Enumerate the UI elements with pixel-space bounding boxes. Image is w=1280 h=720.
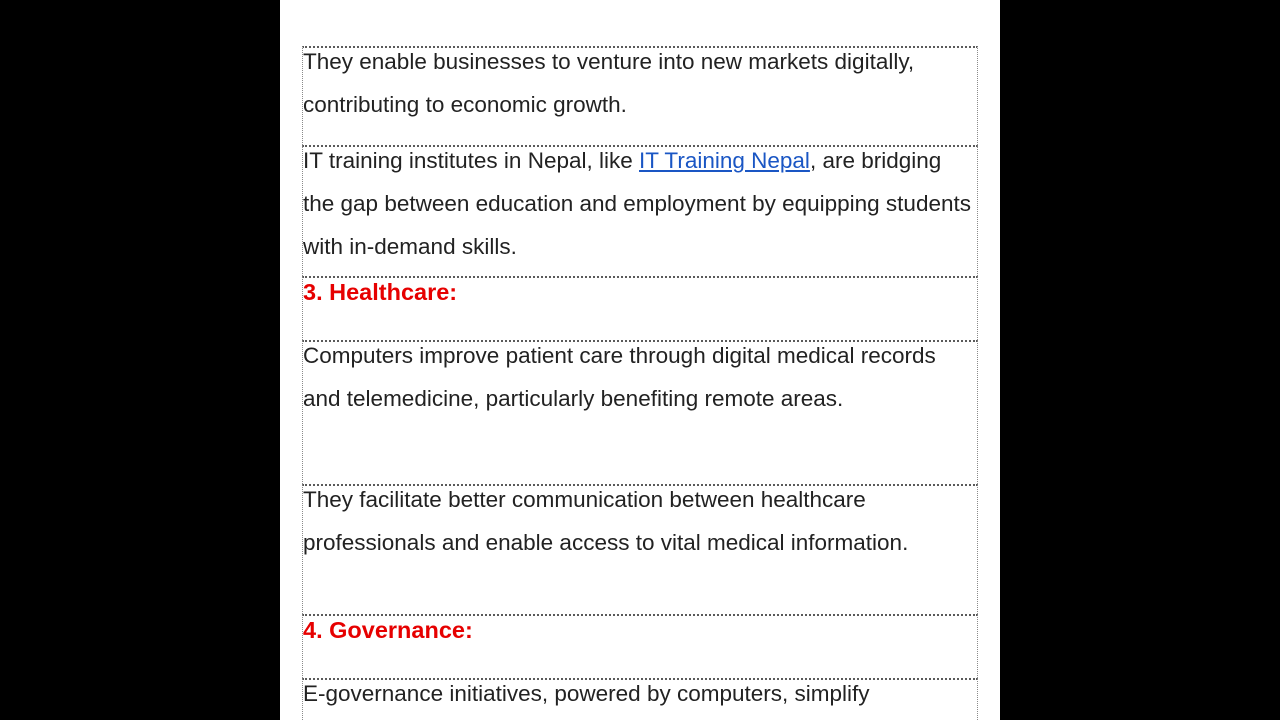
- paragraph-e-governance: [302, 678, 978, 720]
- paragraph-text: [303, 139, 977, 268]
- paragraph-it-training: [302, 145, 978, 278]
- paragraph-text: They enable businesses to venture into new markets digitally, contributing to economic growth.: [303, 49, 915, 117]
- paragraph-text: Computers improve patient care through digital medical records and telemedicine, particularly benefiting remote areas.: [303, 343, 936, 411]
- paragraph-text-after: , are bridging the gap between education and employment by equipping students with in-demand skills.: [303, 148, 971, 259]
- it-training-nepal-link[interactable]: IT Training Nepal: [639, 148, 810, 173]
- heading-text: 3. Healthcare:: [303, 279, 458, 305]
- heading-text: 4. Governance:: [303, 617, 473, 643]
- document-page: [280, 0, 1000, 720]
- section-heading-healthcare: [302, 276, 978, 342]
- paragraph-patient-care: [302, 340, 978, 486]
- paragraph-text: E-governance initiatives, powered by computers, simplify: [303, 681, 870, 706]
- paragraph-text-before: IT training institutes in Nepal, like: [303, 148, 639, 173]
- paragraph-text: They facilitate better communication between healthcare professionals and enable access to vital medical information.: [303, 487, 909, 555]
- paragraph-communication: [302, 484, 978, 616]
- paragraph-economy: [302, 46, 978, 147]
- section-heading-governance: [302, 614, 978, 680]
